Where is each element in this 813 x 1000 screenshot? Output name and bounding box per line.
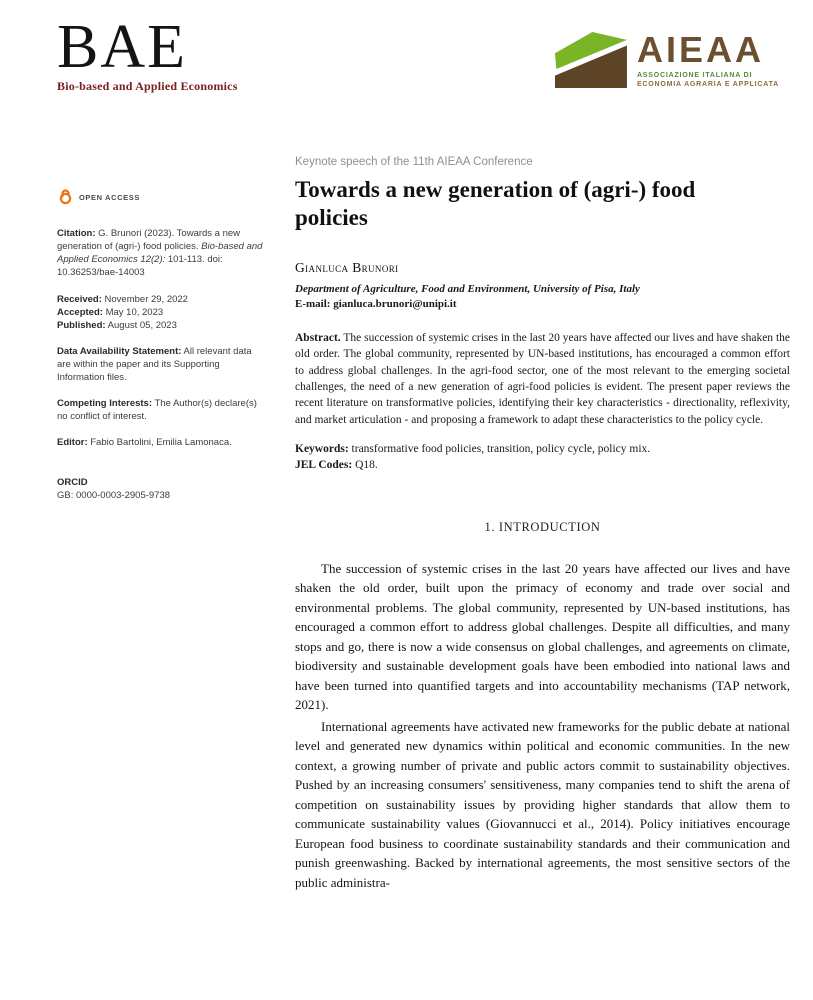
author-email-row	[295, 298, 790, 310]
journal-logo	[57, 13, 238, 94]
abstract-label: Abstract.	[295, 332, 341, 345]
article-title: Towards a new generation of (agri-) food policies	[295, 177, 696, 231]
editor-label: Editor:	[57, 437, 88, 449]
competing-interests-block	[57, 397, 263, 423]
article-main-column	[295, 156, 790, 894]
association-logo	[555, 29, 779, 88]
content-columns	[0, 156, 813, 894]
editor-value: Fabio Bartolini, Emilia Lamonaca.	[87, 437, 232, 449]
keywords-text: transformative food policies, transition, policy cycle, policy mix.	[348, 443, 651, 456]
jel-codes-row	[295, 457, 790, 473]
open-access-row	[57, 188, 263, 209]
open-access-label: OPEN ACCESS	[79, 193, 140, 203]
intro-paragraph-2: International agreements have activated new frameworks for the public debate at national level and generated new dynamics within political and economic communities. In the new context, a growing number of private and public actors commit to sustainability objectives. Pushed by an increasing consumers' sensitiveness, many companies tend to shift the arena of competition on sustainability issues by providing higher standards that allow them to communicate sustainability values (Giovannucci et al., 2014). Policy initiatives encourage European food business to coordinate sustainability standards and their communication and punish greenwashing. Backed by international agreements, the most sensitive sectors of the public administra-	[295, 718, 790, 890]
association-acronym: AIEAA	[636, 29, 764, 70]
received-label: Received:	[57, 293, 102, 305]
editor-block	[57, 436, 263, 449]
competing-interests-text: The Author(s) declare(s) no conflict of interest.	[57, 398, 257, 423]
section-heading-introduction: 1. INTRODUCTION	[484, 519, 601, 534]
accepted-label: Accepted:	[57, 306, 103, 318]
keywords-row	[295, 441, 790, 457]
received-value: November 29, 2022	[101, 293, 188, 305]
conference-kicker: Keynote speech of the 11th AIEAA Conference	[295, 156, 533, 168]
citation-label: Citation:	[57, 228, 96, 240]
received-row	[57, 293, 263, 306]
article-metadata-sidebar	[57, 188, 263, 894]
journal-logo-acronym: BAE	[57, 13, 187, 81]
email-address: gianluca.brunori@unipi.it	[330, 298, 457, 311]
published-label: Published:	[57, 319, 106, 331]
jel-text: Q18.	[352, 459, 378, 472]
orcid-block	[57, 476, 263, 502]
page-header	[0, 0, 813, 118]
data-availability-block	[57, 345, 263, 384]
orcid-label: ORCID	[57, 476, 88, 488]
dates-block	[57, 293, 263, 332]
accepted-row	[57, 306, 263, 319]
citation-text-post: 101-113. doi: 10.36253/bae-14003	[57, 254, 223, 279]
journal-logo-name: Bio-based and Applied Economics	[57, 78, 238, 93]
accepted-value: May 10, 2023	[102, 306, 164, 318]
author-affiliation: Department of Agriculture, Food and Environment, University of Pisa, Italy	[295, 283, 640, 296]
citation-text-pre: G. Brunori (2023). Towards a new generation of (agri-) food policies.	[57, 228, 241, 253]
competing-interests-label: Competing Interests:	[57, 398, 153, 410]
published-value: August 05, 2023	[105, 319, 177, 331]
data-availability-label: Data Availability Statement:	[57, 345, 182, 357]
citation-journal-name: Bio-based and Applied Economics 12(2):	[57, 241, 263, 266]
author-name: Gianluca Brunori	[295, 260, 399, 276]
data-availability-text: All relevant data are within the paper and its Supporting Information files.	[57, 345, 252, 384]
published-row	[57, 319, 263, 332]
jel-label: JEL Codes:	[295, 459, 353, 472]
open-access-icon	[57, 188, 74, 209]
intro-paragraph-1: The succession of systemic crises in the last 20 years have affected our lives and have shaken the old order, built upon the primacy of economy and trade over social and environmental problems. The global community, represented by UN-based institutions, has encouraged a common effort to address global challenges. Despite all difficulties, and many stops and go, there is now a wide consensus on global challenges, and agreements on climate, biodiversity and sustainable development goals have been embodied into national laws and have been turned into quantified targets and into accountability mechanisms (TAP network, 2021).	[295, 560, 790, 713]
citation-block	[57, 227, 263, 279]
association-subtitle-line2: ECONOMIA AGRARIA E APPLICATA	[636, 81, 779, 88]
keywords-label: Keywords:	[295, 443, 349, 456]
association-emblem-icon	[555, 32, 627, 88]
association-logo-text	[636, 29, 779, 88]
email-label: E-mail:	[295, 298, 331, 311]
abstract-paragraph	[295, 330, 790, 428]
abstract-text: The succession of systemic crises in the last 20 years have affected our lives and have shaken the old order. The global community, represented by UN-based institutions, has encouraged a common effort to address global challenges. In the agri-food sector, one of the most relevant to the emerging societal challenges, the need of a new generation of agri-food policies is evident. The present paper reviews the recent literature on transformative policies, identifying their key characteristics - directionality, reflexivity, and market articulation - and proposing a framework to adapt these characteristics to the policy cycle.	[295, 332, 790, 426]
orcid-value: GB: 0000-0003-2905-9738	[57, 489, 171, 501]
association-subtitle-line1: ASSOCIAZIONE ITALIANA DI	[636, 72, 753, 79]
